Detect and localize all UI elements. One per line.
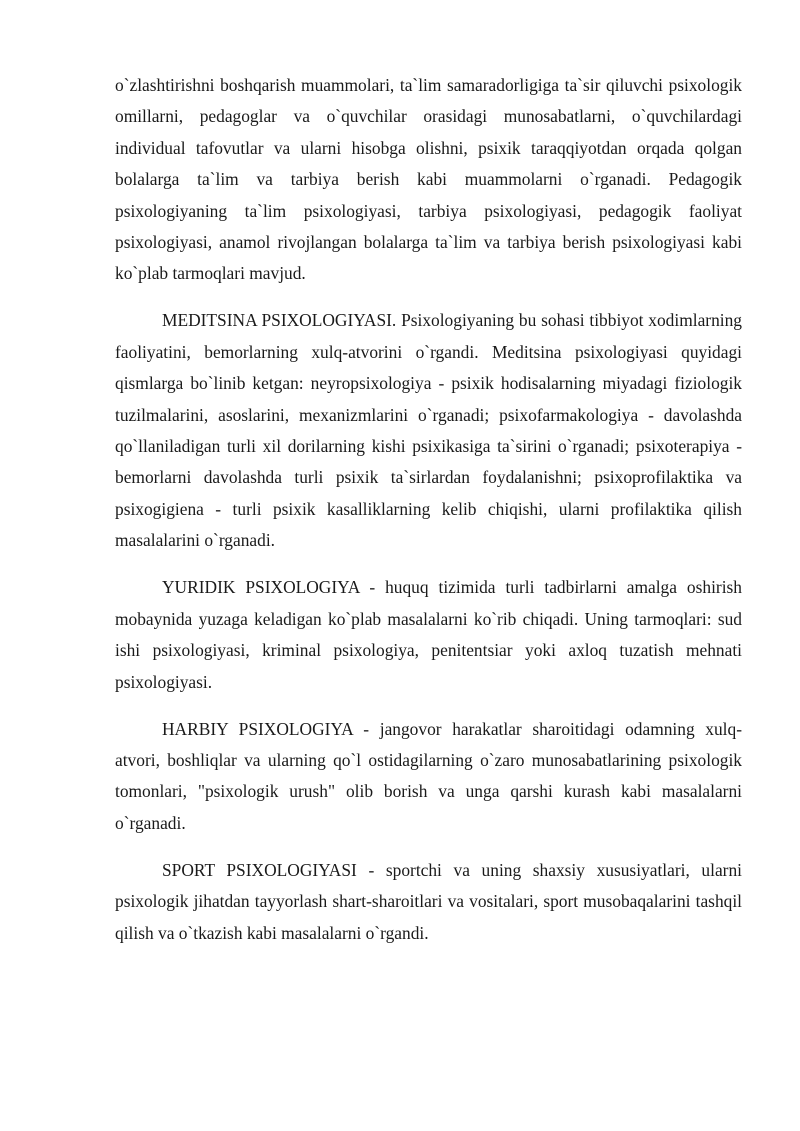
paragraph-sport-psixologiyasi: SPORT PSIXOLOGIYASI - sportchi va uning shaxsiy xususiyatlari, ularni psixologik jihatdan tayyorlash shart-sharoitlari va vositalari, sport musobaqalarini tashqil qilish va o`tkazish kabi masalalarni o`rgandi. [115,859,742,943]
paragraph-yuridik-psixologiya: YURIDIK PSIXOLOGIYA - huquq tizimida turli tadbirlarni amalga oshirish mobaynida yuzaga keladigan ko`plab masalalarni ko`rib chiqadi. Uning tarmoqlari: sud ishi psixologiyasi, kriminal psixologiya, penitentsiar yoki axloq tuzatish mehnati psixologiyasi. [115,577,742,692]
paragraph-pedagogik-continuation: o`zlashtirishni boshqarish muammolari, ta`lim samaradorligiga ta`sir qiluvchi psixologik omillarni, pedagoglar va o`quvchilar orasidagi munosabatlarni, o`quvchilardagi individual tafovutlar va ularni hisobga olishni, psixik taraqqiyotdan orqada qolgan bolalarga ta`lim va tarbiya berish kabi muammolarni o`rganadi. Pedagogik psixologiyaning ta`lim psixologiyasi, tarbiya psixologiyasi, pedagogik faoliyat psixologiyasi, anamol rivojlangan bolalarga ta`lim va tarbiya berish psixologiyasi kabi ko`plab tarmoqlari mavjud. [115,75,742,284]
document-page [115,70,742,965]
paragraph-harbiy-psixologiya: HARBIY PSIXOLOGIYA - jangovor harakatlar sharoitidagi odamning xulq-atvori, boshliqlar va ularning qo`l ostidagilarning o`zaro munosabatlarining psixologik tomonlari, "psixologik urush" olib borish va unga qarshi kurash kabi masalalarni o`rganadi. [115,718,742,833]
paragraph-meditsina-psixologiyasi: MEDITSINA PSIXOLOGIYASI. Psixologiyaning bu sohasi tibbiyot xodimlarning faoliyatini, bemorlarning xulq-atvorini o`rgandi. Meditsina psixologiyasi quyidagi qismlarga bo`linib ketgan: neyropsixologiya - psixik hodisalarning miyadagi fiziologik tuzilmalarini, asoslarini, mexanizmlarini o`rganadi; psixofarmakologiya - davolashda qo`llaniladigan turli xil dorilarning kishi psixikasiga ta`sirini o`rganadi; psixoterapiya - bemorlarni davolashda turli psixik ta`sirlardan foydalanishni; psixoprofilaktika va psixogigiena - turli psixik kasalliklarning kelib chiqishi, ularni profilaktika qilish masalalarini o`rganadi. [115,310,742,551]
